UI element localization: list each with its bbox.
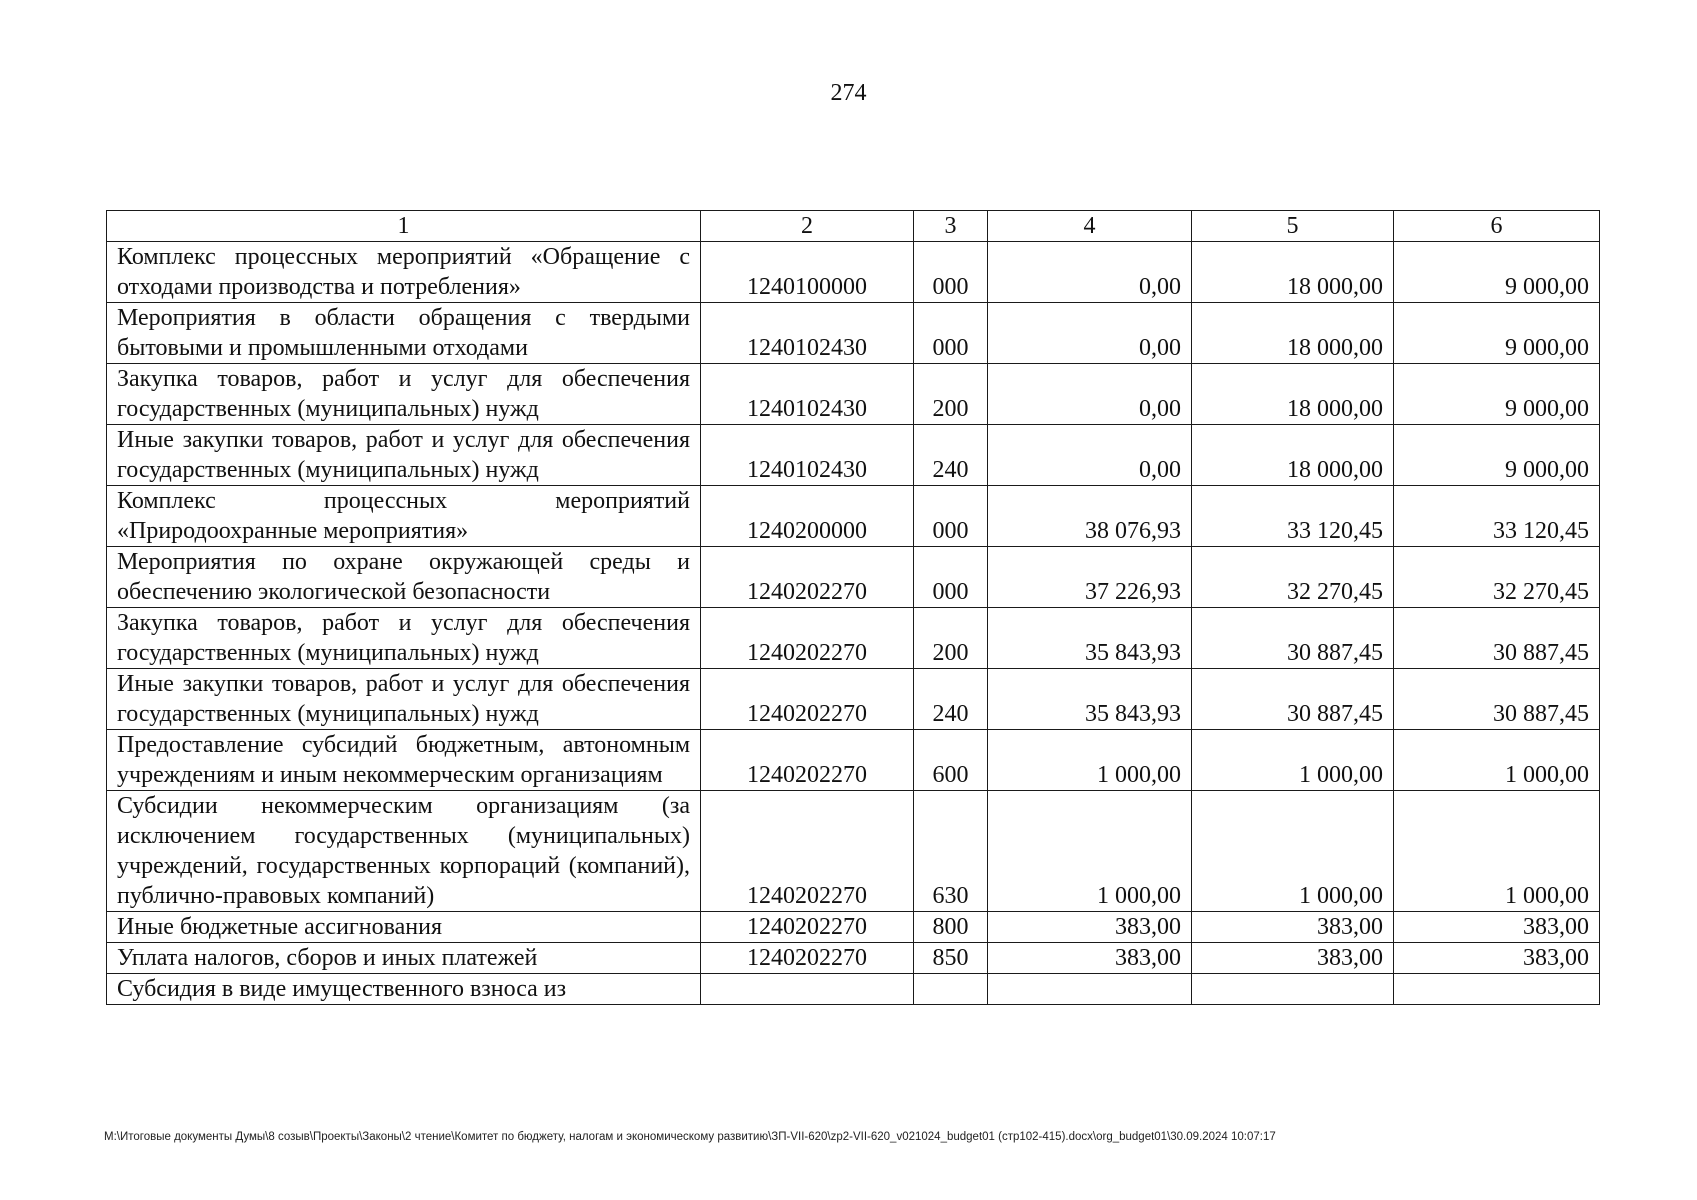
row-value-4: 35 843,93 xyxy=(988,608,1192,669)
row-code: 1240200000 xyxy=(701,486,914,547)
column-header-5: 5 xyxy=(1192,211,1394,242)
row-code: 1240102430 xyxy=(701,425,914,486)
row-value-6: 383,00 xyxy=(1394,943,1600,974)
table-row xyxy=(107,608,1600,669)
row-name: Иные бюджетные ассигнования xyxy=(107,912,701,943)
row-type: 000 xyxy=(914,486,988,547)
row-value-5: 383,00 xyxy=(1192,912,1394,943)
row-code: 1240202270 xyxy=(701,791,914,912)
page-number: 274 xyxy=(830,80,867,106)
row-value-5: 18 000,00 xyxy=(1192,425,1394,486)
row-value-5: 18 000,00 xyxy=(1192,303,1394,364)
row-value-6: 9 000,00 xyxy=(1394,303,1600,364)
column-header-1: 1 xyxy=(107,211,701,242)
row-value-4: 38 076,93 xyxy=(988,486,1192,547)
row-code: 1240100000 xyxy=(701,242,914,303)
row-name: Предоставление субсидий бюджетным, автономным учреждениям и иным некоммерческим организациям xyxy=(107,730,701,791)
row-value-4 xyxy=(988,974,1192,1005)
row-type: 800 xyxy=(914,912,988,943)
row-value-4: 1 000,00 xyxy=(988,791,1192,912)
table-row xyxy=(107,486,1600,547)
table-row xyxy=(107,242,1600,303)
row-code: 1240202270 xyxy=(701,730,914,791)
row-code: 1240202270 xyxy=(701,669,914,730)
row-code: 1240202270 xyxy=(701,547,914,608)
table-row xyxy=(107,425,1600,486)
row-value-4: 383,00 xyxy=(988,943,1192,974)
row-value-6: 9 000,00 xyxy=(1394,364,1600,425)
row-type: 200 xyxy=(914,608,988,669)
row-value-4: 0,00 xyxy=(988,242,1192,303)
row-name: Закупка товаров, работ и услуг для обеспечения государственных (муниципальных) нужд xyxy=(107,364,701,425)
row-type: 000 xyxy=(914,547,988,608)
row-value-6: 30 887,45 xyxy=(1394,608,1600,669)
row-code: 1240202270 xyxy=(701,943,914,974)
table-row xyxy=(107,364,1600,425)
row-type: 200 xyxy=(914,364,988,425)
table-row xyxy=(107,912,1600,943)
row-name: Мероприятия по охране окружающей среды и обеспечению экологической безопасности xyxy=(107,547,701,608)
row-type: 000 xyxy=(914,303,988,364)
table-row xyxy=(107,974,1600,1005)
budget-table xyxy=(106,210,1600,1005)
row-type: 240 xyxy=(914,669,988,730)
row-name: Иные закупки товаров, работ и услуг для обеспечения государственных (муниципальных) нужд xyxy=(107,425,701,486)
row-name: Комплекс процессных мероприятий «Природоохранные мероприятия» xyxy=(107,486,701,547)
row-value-4: 35 843,93 xyxy=(988,669,1192,730)
table-row xyxy=(107,730,1600,791)
row-name: Мероприятия в области обращения с твердыми бытовыми и промышленными отходами xyxy=(107,303,701,364)
row-value-5: 18 000,00 xyxy=(1192,242,1394,303)
row-code xyxy=(701,974,914,1005)
table-row xyxy=(107,669,1600,730)
row-value-5: 1 000,00 xyxy=(1192,730,1394,791)
row-value-5: 18 000,00 xyxy=(1192,364,1394,425)
table-header-row xyxy=(107,211,1600,242)
row-type: 850 xyxy=(914,943,988,974)
row-type: 000 xyxy=(914,242,988,303)
table-row xyxy=(107,943,1600,974)
row-name: Субсидии некоммерческим организациям (за исключением государственных (муниципальных) учреждений, государственных корпораций (компаний), публично-правовых компаний) xyxy=(107,791,701,912)
row-value-4: 0,00 xyxy=(988,303,1192,364)
row-value-4: 0,00 xyxy=(988,425,1192,486)
row-value-5: 32 270,45 xyxy=(1192,547,1394,608)
row-value-6: 33 120,45 xyxy=(1394,486,1600,547)
row-value-5 xyxy=(1192,974,1394,1005)
row-type xyxy=(914,974,988,1005)
row-type: 240 xyxy=(914,425,988,486)
row-name: Закупка товаров, работ и услуг для обеспечения государственных (муниципальных) нужд xyxy=(107,608,701,669)
row-name: Иные закупки товаров, работ и услуг для обеспечения государственных (муниципальных) нужд xyxy=(107,669,701,730)
row-value-6: 30 887,45 xyxy=(1394,669,1600,730)
row-value-6: 383,00 xyxy=(1394,912,1600,943)
row-value-6 xyxy=(1394,974,1600,1005)
row-value-4: 0,00 xyxy=(988,364,1192,425)
row-value-5: 30 887,45 xyxy=(1192,608,1394,669)
row-value-4: 37 226,93 xyxy=(988,547,1192,608)
row-value-4: 383,00 xyxy=(988,912,1192,943)
row-value-5: 1 000,00 xyxy=(1192,791,1394,912)
row-code: 1240202270 xyxy=(701,912,914,943)
row-type: 630 xyxy=(914,791,988,912)
row-value-6: 32 270,45 xyxy=(1394,547,1600,608)
row-value-6: 9 000,00 xyxy=(1394,425,1600,486)
column-header-4: 4 xyxy=(988,211,1192,242)
column-header-3: 3 xyxy=(914,211,988,242)
row-name: Уплата налогов, сборов и иных платежей xyxy=(107,943,701,974)
row-code: 1240102430 xyxy=(701,364,914,425)
row-value-5: 33 120,45 xyxy=(1192,486,1394,547)
row-value-6: 1 000,00 xyxy=(1394,730,1600,791)
row-code: 1240102430 xyxy=(701,303,914,364)
table-row xyxy=(107,547,1600,608)
row-value-5: 383,00 xyxy=(1192,943,1394,974)
column-header-6: 6 xyxy=(1394,211,1600,242)
footer-file-path: M:\Итоговые документы Думы\8 созыв\Проекты\Законы\2 чтение\Комитет по бюджету, налогам и экономическому развитию\ЗП-VII-620\zp2-VII-620_v021024_budget01 (стр102-415).docx\org_budget01\30.09.2024 10:07:17 xyxy=(104,1131,1276,1143)
row-value-6: 1 000,00 xyxy=(1394,791,1600,912)
row-value-6: 9 000,00 xyxy=(1394,242,1600,303)
row-value-4: 1 000,00 xyxy=(988,730,1192,791)
row-type: 600 xyxy=(914,730,988,791)
row-value-5: 30 887,45 xyxy=(1192,669,1394,730)
table-row xyxy=(107,791,1600,912)
row-name: Субсидия в виде имущественного взноса из xyxy=(107,974,701,1005)
table-row xyxy=(107,303,1600,364)
row-name: Комплекс процессных мероприятий «Обращение с отходами производства и потребления» xyxy=(107,242,701,303)
row-code: 1240202270 xyxy=(701,608,914,669)
column-header-2: 2 xyxy=(701,211,914,242)
